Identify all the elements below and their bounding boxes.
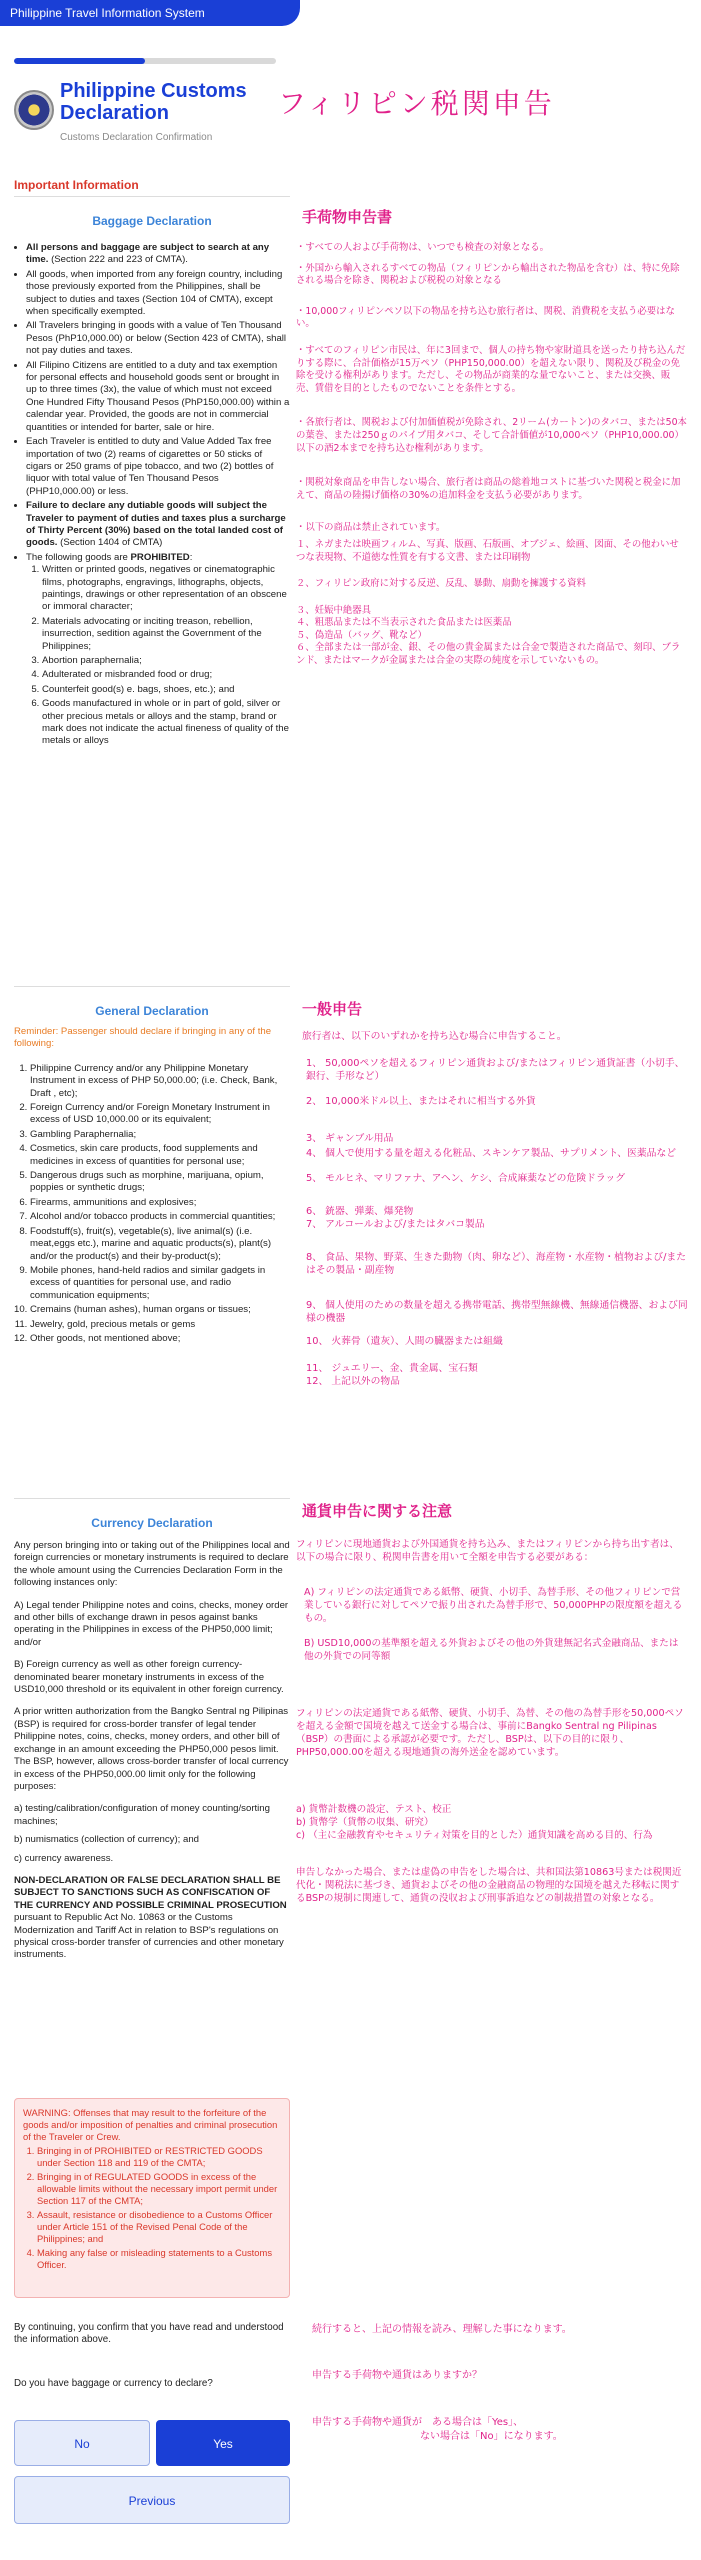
jp-item: ・10,000フィリピンペソ以下の物品を持ち込む旅行者は、関税、消費税を支払う必要はない。 [296,305,675,330]
general-item: 8. Foodstuff(s), fruit(s), vegetable(s), live animal(s) (i.e. meat,eggs etc.), marine and aquatic products(s), plant(s) and/or the product(s) and their by-product(s); [30,1226,290,1263]
jp-general-item: 11、 ジュエリー、金、貴金属、宝石類 [306,1363,478,1374]
currency-intro: Any person bringing into or taking out of the Philippines local and foreign currencies or monetary instruments is required to declare the whole amount using the Currencies Declaration Form in the following instances only: [14,1540,290,1589]
jp-prohibited-item: ３、妊娠中絶器具 [296,604,372,616]
prohibited-item: 2. Materials advocating or inciting treason, rebellion, insurrection, sedition against the Government of the Philippines; [42,616,290,653]
jp-general-item: 1、 50,000ペソを超えるフィリピン通貨および/またはフィリピン通貨証書（小切手、銀行、手形など） [306,1058,685,1082]
currency-heading: Currency Declaration [91,1516,213,1530]
baggage-item: • All Filipino Citizens are entitled to a duty and tax exemption for personal effects and household goods sent or brought in up to three times (3x), the value of which must not exceed One Hundred Fifty Thousand Pesos (PhP150,000.00) within a calendar year. Provided, the goods are not in commercial quantities or intended for barter, sale or hire. [26,360,290,434]
divider [14,1498,290,1499]
baggage-item: • The following goods are PROHIBITED: 1. Written or printed goods, negatives or cinematographic films, photographs, engravings, lithographs, objects, paintings, drawings or other representation of an obscene or immoral character; 2. Materials advocating or inciting treason, rebellion, insurrection, sedition against the Government of the Philippines; 3. Abortion paraphernalia; 4. Adulterated or misbranded food or drug; 5. Counterfeit good(s) e. bags, shoes, etc.); and 6. Goods manufactured in whole or in part of gold, silver or other precious metals or alloys and the stamp, brand or mark does not indicate the actual fineness of quality of the metals or alloys [26,552,290,748]
jp-item: ・外国から輸入されるすべての物品（フィリピンから輸出された物品を含む）は、特に免除される場合を除き、関税および税税の対象となる [296,262,680,287]
general-item: 4. Cosmetics, skin care products, food supplements and medicines in excess of quantities for personal use; [30,1143,290,1168]
currency-b: B) Foreign currency as well as other foreign currency-denominated bearer monetary instruments in excess of the USD10,000 threshold or its equivalent in other foreign currency. [14,1659,284,1696]
baggage-list [14,242,290,750]
warning-item: 1. Bringing in of PROHIBITED or RESTRICTED GOODS under Section 118 and 119 of the CMTA; [37,2145,281,2169]
jp-currency-purpose: c) （主に金融教育やセキュリティ対策を目的とした）通貨知識を高める目的、行為 [296,1830,653,1841]
confirm-text-jp: 続行すると、上記の情報を読み、理解した事になります。 [312,2324,572,2335]
baggage-item: • All goods, when imported from any foreign country, including those previously exported from the Philippines, shall be subject to duties and taxes (Section 104 of CMTA), except when specifically exempted. [26,269,290,319]
jp-general-item: 12、 上記以外の物品 [306,1376,400,1387]
general-list [14,1026,290,1347]
general-list-jp [296,1030,688,1392]
currency-a: A) Legal tender Philippine notes and coins, checks, money order and other bills of exchange drawn in pesos against banks operating in the Philippines in excess of the PHP50,000 limit; and/or [14,1599,289,1648]
important-info-label: Important Information [14,178,139,192]
divider [14,986,290,987]
general-item: 12. Other goods, not mentioned above; [30,1333,290,1345]
general-item: 11. Jewelry, gold, precious metals or gems [30,1319,290,1331]
jp-currency-a: A) フィリピンの法定通貨である紙幣、硬貨、小切手、為替手形、その他フィリピンで営業している銀行に対してペソで振り出された為替手形で、50,000PHPの限度額を超えるもの。 [304,1587,683,1624]
general-item: 10. Cremains (human ashes), human organs or tissues; [30,1304,290,1316]
jp-currency-sanction: 申告しなかった場合、または虚偽の申告をした場合は、共和国法第10863号または税関近代化・関税法に基づき、通貨およびその他の金融商品の物理的な国境を越えた移転に関するBSPの規制に関連して、通貨の没収および刑事訴追などの制裁措置の対象となる。 [296,1867,682,1904]
jp-prohibited-item: ６、全部または一部が金、銀、その他の貴金属または合金で製造された商品で、刻印、ブランド、またはマークが金属または合金の実際の純度を示していないもの。 [296,642,681,667]
no-button[interactable]: No [14,2420,150,2466]
prohibited-item: 3. Abortion paraphernalia; [42,655,290,667]
baggage-heading: Baggage Declaration [92,214,212,228]
jp-general-item: 7、 アルコールおよび/またはタバコ製品 [306,1219,485,1230]
jp-item: ・すべてのフィリピン市民は、年に3回まで、個人の持ち物や家財道具を送ったり持ち込んだりする際に、合計価格が15万ペソ（PHP150,000.00）を超えない限り、関税及び税金の免除を受ける権利があります。ただし、その物品が商業的な量でないこと、または交換、販売、賃借を目的としたものでないことを条件とする。 [296,344,686,394]
jp-general-item: 3、 ギャンブル用品 [306,1133,394,1144]
currency-section-jp [296,1538,688,1909]
jp-prohibited-item: ５、偽造品（バッグ、靴など） [296,629,427,641]
general-item: 3. Gambling Paraphernalia; [30,1129,290,1141]
prohibited-item: 1. Written or printed goods, negatives or cinematographic films, photographs, engravings, lithographs, objects, paintings, drawings or other representation of an obscene or immoral character; [42,564,290,614]
warning-item: 3. Assault, resistance or disobedience to a Customs Officer under Article 151 of the Revised Penal Code of the Philippines; and [37,2209,281,2245]
customs-seal-logo [14,90,54,130]
baggage-item: • Failure to declare any dutiable goods will subject the Traveler to payment of duties and taxes plus a surcharge of Thirty Percent (30%) based on the total landed cost of goods. (Section 1404 of CMTA) [26,500,290,550]
warning-item: 2. Bringing in of REGULATED GOODS in excess of the allowable limits without the necessary import permit under Section 117 of the CMTA; [37,2171,281,2207]
jp-reminder: 旅行者は、以下のいずれかを持ち込む場合に申告すること。 [302,1031,567,1042]
jp-general-item: 10、 火葬骨（遺灰）、人間の臓器または組織 [306,1336,503,1347]
warning-intro: WARNING: Offenses that may result to the forfeiture of the goods and/or imposition of penalties and criminal prosecution of the Traveler or Crew. [23,2107,278,2142]
baggage-list-jp [296,242,688,672]
currency-purpose: a) testing/calibration/configuration of money counting/sorting machines; [14,1803,270,1827]
currency-purpose: b) numismatics (collection of currency); and [14,1834,200,1846]
jp-currency-purpose: a) 貨幣計数機の設定、テスト、校正 [296,1804,452,1815]
page-title: Philippine Customs Declaration [60,80,247,124]
declare-question: Do you have baggage or currency to declare? [14,2378,213,2389]
general-item: 1. Philippine Currency and/or any Philippine Monetary Instrument in excess of PHP 50,000.00; (i.e. Check, Bank, Draft , etc); [30,1063,290,1100]
general-heading-jp: 一般申告 [302,1000,363,1018]
currency-section [14,1540,290,1966]
answer-hint-line: 申告する手荷物や通貨が ある場合は「Yes」、 [312,2417,524,2428]
prohibited-item: 5. Counterfeit good(s) e. bags, shoes, etc.); and [42,684,290,696]
jp-general-item: 9、 個人使用のための数量を超える携帯電話、携帯型無線機、無線通信機器、および同様の機器 [306,1300,688,1324]
progress-bar [14,58,276,64]
currency-sanction: NON-DECLARATION OR FALSE DECLARATION SHALL BE SUBJECT TO SANCTIONS SUCH AS CONFISCATION OF THE CURRENCY AND POSSIBLE CRIMINAL PROSECUTION pursuant to Republic Act No. 10863 or the Customs Modernization and Tariff Act in relation to BSP's regulations on physical cross-border transfer of currencies and other monetary instruments. [14,1874,287,1961]
jp-general-item: 5、 モルヒネ、マリファナ、アヘン、ケシ、合成麻薬などの危険ドラッグ [306,1173,626,1184]
confirm-text: By continuing, you confirm that you have read and understood the information above. [14,2322,284,2346]
jp-prohibited-item: １、ネガまたは映画フィルム、写真、版画、石版画、オブジェ、絵画、図面、その他わいせつな表現物、不道徳な性質を有する文書、または印刷物 [296,538,679,563]
jp-item: ・すべての人および手荷物は、いつでも検査の対象となる。 [296,242,549,253]
progress-fill [14,58,145,64]
baggage-item: • All persons and baggage are subject to search at any time. (Section 222 and 223 of CMTA). [26,242,290,267]
jp-general-item: 4、 個人で使用する量を超える化粧品、スキンケア製品、サプリメント、医薬品など [306,1148,677,1159]
answer-hint-line: ない場合は「No」になります。 [420,2431,563,2442]
jp-currency-intro: フィリピンに現地通貨および外国通貨を持ち込み、またはフィリピンから持ち出す者は、以下の場合に限り、税関申告書を用いて全額を申告する必要がある： [296,1539,679,1563]
reminder-text: Reminder: Passenger should declare if bringing in any of the following: [14,1026,272,1050]
jp-item: ・以下の商品は禁止されています。 [296,522,446,534]
prohibited-item: 4. Adulterated or misbranded food or drug; [42,669,290,681]
declare-question-jp: 申告する手荷物や通貨はありますか？ [312,2370,482,2381]
divider [14,196,290,197]
jp-prohibited-item: ４、粗悪品または不当表示された食品または医薬品 [296,617,512,629]
jp-currency-b: B) USD10,000の基準額を超える外貨およびその他の外貨建無記名式金融商品、または他の外貨での同等額 [304,1638,679,1662]
currency-purpose: c) currency awareness. [14,1852,114,1864]
jp-general-item: 6、 銃器、弾薬、爆発物 [306,1206,414,1217]
general-item: 7. Alcohol and/or tobacco products in commercial quantities; [30,1211,290,1223]
jp-general-item: 2、 10,000米ドル以上、またはそれに相当する外貨 [306,1096,536,1107]
baggage-item: • All Travelers bringing in goods with a value of Ten Thousand Pesos (PhP10,000.00) or below (Section 423 of CMTA), shall not pay duties and taxes. [26,320,290,357]
prohibited-item: 6. Goods manufactured in whole or in part of gold, silver or other precious metals or alloys and the stamp, brand or mark does not indicate the actual fineness of quality of the metals or alloys [42,698,290,748]
warning-item: 4. Making any false or misleading statements to a Customs Officer. [37,2247,281,2271]
baggage-heading-jp: 手荷物申告書 [302,208,393,226]
yes-button[interactable]: Yes [156,2420,290,2466]
jp-currency-purpose: b) 貨幣学（貨幣の収集、研究） [296,1817,434,1828]
app-title-bar [0,0,300,26]
jp-item: ・関税対象商品を申告しない場合、旅行者は商品の総着地コストに基づいた関税と税金に加えて、商品の陸揚げ価格の30%の追加料金を支払う必要があります。 [296,477,681,501]
general-heading: General Declaration [95,1004,209,1018]
app-title: Philippine Travel Information System [10,6,205,20]
general-item: 2. Foreign Currency and/or Foreign Monetary Instrument in excess of USD 10,000.00 or its equivalent; [30,1102,290,1127]
page-subtitle: Customs Declaration Confirmation [60,132,213,143]
general-item: 6. Firearms, ammunitions and explosives; [30,1197,290,1209]
jp-currency-prior: フィリピンの法定通貨である紙幣、硬貨、小切手、為替、その他の為替手形を50,000ペソを超える金額で国境を越えて送金する場合は、事前にBangko Sentral ng Pilipinas（BSP）の書面による承認が必要です。ただし、BSPは、以下の目的に限り、PHP50,000.00を超える現地通貨の海外送金を認めています。 [296,1708,684,1758]
currency-heading-jp: 通貨申告に関する注意 [302,1502,453,1520]
general-item: 9. Mobile phones, hand-held radios and similar gadgets in excess of quantities for personal use, and radio communication equipments; [30,1265,290,1302]
jp-prohibited-item: ２、フィリピン政府に対する反逆、反乱、暴動、扇動を擁護する資料 [296,578,586,590]
baggage-item: • Each Traveler is entitled to duty and Value Added Tax free importation of two (2) reams of cigarettes or 50 sticks of cigars or 250 grams of pipe tobacco, and two (2) bottles of liquor with total value of Ten Thousand Pesos (PHP10,000.00) or less. [26,436,290,498]
jp-general-item: 8、 食品、果物、野菜、生きた動物（肉、卵など）、海産物・水産物・植物および/またはその製品・副産物 [306,1252,687,1276]
currency-prior: A prior written authorization from the Bangko Sentral ng Pilipinas (BSP) is required for cross-border transfer of legal tender Philippine notes, coins, checks, money orders, and other bill of exchange in an amount exceeding the PHP50,000 pesos limit. The BSP, however, allows cross-border transfer of local currency in excess of the PHP50,000.00 limit only for the following purposes: [14,1706,289,1792]
previous-button[interactable]: Previous [14,2476,290,2524]
answer-hint-jp [312,2416,701,2444]
general-item: 5. Dangerous drugs such as morphine, marijuana, opium, poppies or synthetic drugs; [30,1170,290,1195]
page-title-jp: フィリピン税関申告 [278,87,555,120]
jp-item: ・各旅行者は、関税および付加価値税が免除され、2リーム(カートン)のタバコ、または50本の葉巻、または250ｇのパイプ用タバコ、そして合計価値が10,000ペソ（PHP10,000.00）以下の酒2本までを持ち込む権利があります。 [296,417,687,454]
warning-box [14,2098,290,2298]
